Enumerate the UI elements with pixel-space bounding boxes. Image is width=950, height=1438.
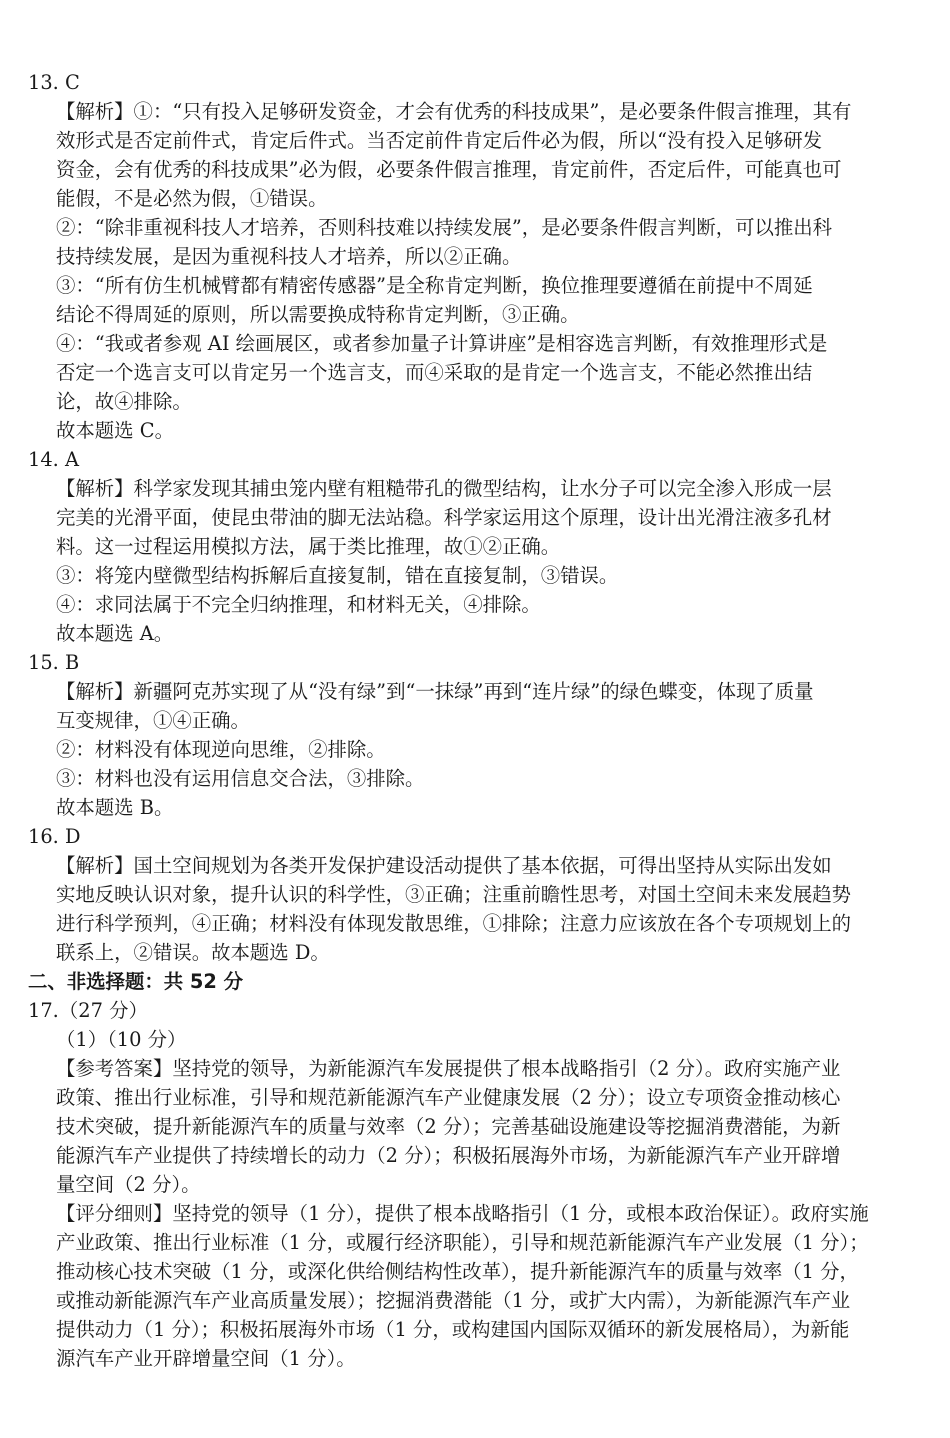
text-line: 技持续发展，是因为重视科技人才培养，所以②正确。 — [56, 245, 522, 268]
text-line: 【解析】科学家发现其捕虫笼内壁有粗糙带孔的微型结构，让水分子可以完全渗入形成一层 — [56, 477, 832, 500]
text-line: 【解析】新疆阿克苏实现了从“没有绿”到“一抹绿”再到“连片绿”的绿色蝶变，体现了质量 — [56, 680, 814, 703]
text-line: 实地反映认识对象，提升认识的科学性，③正确；注重前瞻性思考，对国土空间未来发展趋势 — [56, 883, 852, 906]
text-line: ④：“我或者参观 AI 绘画展区，或者参加量子计算讲座”是相容选言判断，有效推理形式是 — [56, 332, 828, 355]
text-line: 源汽车产业开辟增量空间（1 分）。 — [56, 1347, 356, 1370]
text-line: 能假，不是必然为假，①错误。 — [56, 187, 328, 210]
text-line: ③：将笼内壁微型结构拆解后直接复制，错在直接复制，③错误。 — [56, 564, 619, 587]
question-heading: 16. D — [28, 825, 81, 848]
text-line: 联系上，②错误。故本题选 D。 — [56, 941, 330, 964]
text-line: 结论不得周延的原则，所以需要换成特称肯定判断，③正确。 — [56, 303, 580, 326]
question-heading: 13. C — [28, 71, 80, 94]
text-line: （1）（10 分） — [56, 1028, 187, 1051]
text-line: 提供动力（1 分）；积极拓展海外市场（1 分，或构建国内国际双循环的新发展格局），为新能 — [56, 1318, 850, 1341]
text-line: 故本题选 A。 — [56, 622, 174, 645]
text-line: ③：材料也没有运用信息交合法，③排除。 — [56, 767, 425, 790]
text-line: 否定一个选言支可以肯定另一个选言支，而④采取的是肯定一个选言支，不能必然推出结 — [56, 361, 813, 384]
text-line: 【解析】①：“只有投入足够研发资金，才会有优秀的科技成果”，是必要条件假言推理，其有 — [56, 100, 852, 123]
text-line: 【解析】国土空间规划为各类开发保护建设活动提供了基本依据，可得出坚持从实际出发如 — [56, 854, 832, 877]
answer-key-page — [28, 68, 928, 1373]
text-line: 推动核心技术突破（1 分，或深化供给侧结构性改革），提升新能源汽车的质量与效率（1 分， — [56, 1260, 859, 1283]
text-line: ③：“所有仿生机械臂都有精密传感器”是全称肯定判断，换位推理要遵循在前提中不周延 — [56, 274, 813, 297]
text-line: 完美的光滑平面，使昆虫带油的脚无法站稳。科学家运用这个原理，设计出光滑注液多孔材 — [56, 506, 832, 529]
text-line: 【参考答案】坚持党的领导，为新能源汽车发展提供了根本战略指引（2 分）。政府实施产业 — [56, 1057, 841, 1080]
text-line: 或推动新能源汽车产业高质量发展）；挖掘消费潜能（1 分，或扩大内需），为新能源汽车产业 — [56, 1289, 851, 1312]
question-heading: 17.（27 分） — [28, 999, 148, 1022]
text-line: 效形式是否定前件式，肯定后件式。当否定前件肯定后件必为假，所以“没有投入足够研发 — [56, 129, 823, 152]
question-heading: 15. B — [28, 651, 80, 674]
text-line: 政策、推出行业标准，引导和规范新能源汽车产业健康发展（2 分）；设立专项资金推动核心 — [56, 1086, 841, 1109]
text-line: 进行科学预判，④正确；材料没有体现发散思维，①排除；注意力应该放在各个专项规划上的 — [56, 912, 852, 935]
text-line: 故本题选 C。 — [56, 419, 174, 442]
text-line: ②：材料没有体现逆向思维，②排除。 — [56, 738, 386, 761]
text-line: 互变规律，①④正确。 — [56, 709, 250, 732]
question-heading: 14. A — [28, 448, 80, 471]
text-line: ②：“除非重视科技人才培养，否则科技难以持续发展”，是必要条件假言判断，可以推出科 — [56, 216, 833, 239]
text-line: 能源汽车产业提供了持续增长的动力（2 分）；积极拓展海外市场，为新能源汽车产业开辟增 — [56, 1144, 841, 1167]
text-line: 技术突破，提升新能源汽车的质量与效率（2 分）；完善基础设施建设等挖掘消费潜能，为新 — [56, 1115, 841, 1138]
text-line: ④：求同法属于不完全归纳推理，和材料无关，④排除。 — [56, 593, 541, 616]
text-line: 量空间（2 分）。 — [56, 1173, 201, 1196]
text-line: 论，故④排除。 — [56, 390, 192, 413]
question-heading: 二、非选择题：共 52 分 — [28, 970, 244, 993]
text-line: 【评分细则】坚持党的领导（1 分），提供了根本战略指引（1 分，或根本政治保证）。政府实施 — [56, 1202, 869, 1225]
text-line: 料。这一过程运用模拟方法，属于类比推理，故①②正确。 — [56, 535, 561, 558]
text-line: 故本题选 B。 — [56, 796, 174, 819]
text-line: 资金，会有优秀的科技成果”必为假，必要条件假言推理，肯定前件，否定后件，可能真也可 — [56, 158, 842, 181]
text-line: 产业政策、推出行业标准（1 分，或履行经济职能），引导和规范新能源汽车产业发展（1 分）； — [56, 1231, 869, 1254]
